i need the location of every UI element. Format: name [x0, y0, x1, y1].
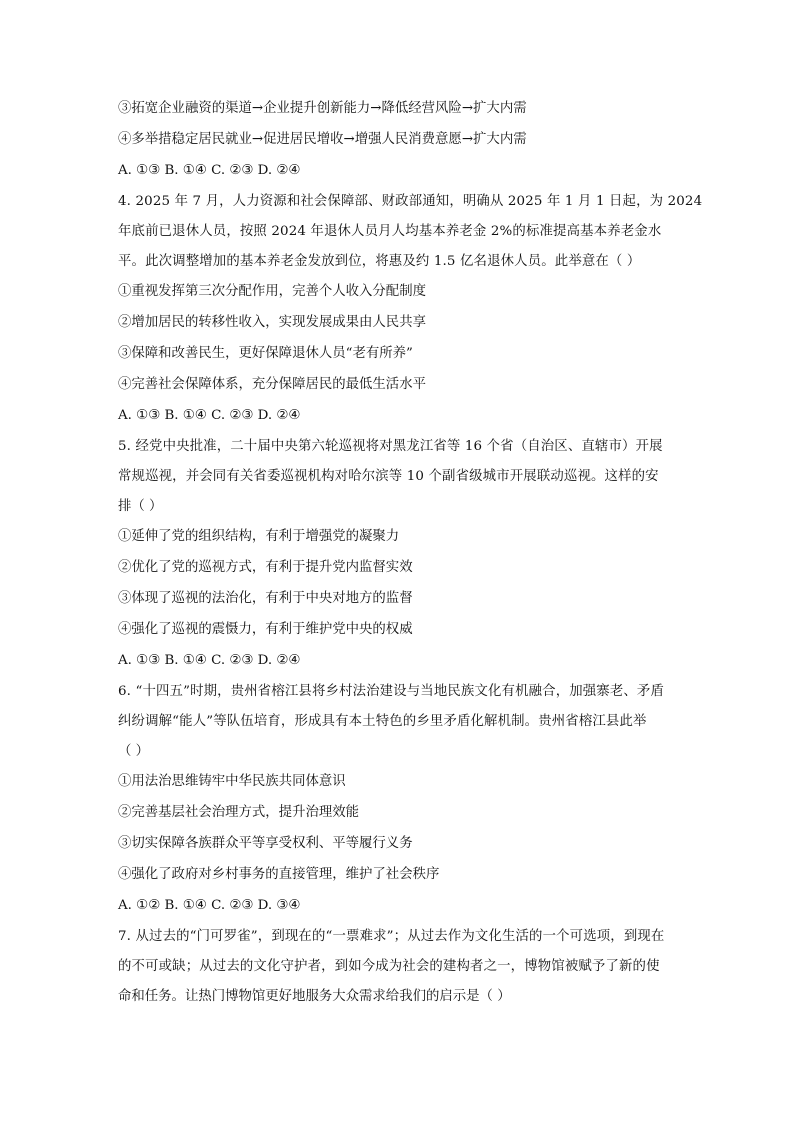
q4-stem-line-2: 年底前已退休人员，按照 2024 年退休人员月人均基本养老金 2%的标准提高基本养老金水 — [118, 224, 662, 239]
q6-stem-line-3: （ ） — [118, 744, 150, 759]
q6-option-4: ④强化了政府对乡村事务的直接管理，维护了社会秩序 — [118, 867, 440, 882]
q7-stem-line-1: 7. 从过去的“门可罗雀”，到现在的“一票难求”；从过去作为文化生活的一个可选项，到现在 — [118, 929, 665, 944]
q6-answer-choices: A. ①② B. ①④ C. ②③ D. ③④ — [118, 898, 301, 913]
q5-option-1: ①延伸了党的组织结构，有利于增强党的凝聚力 — [118, 529, 400, 544]
q4-stem — [118, 193, 703, 271]
q5-option-2: ②优化了党的巡视方式，有利于提升党内监督实效 — [118, 560, 413, 575]
q3-option-3: ③拓宽企业融资的渠道→企业提升创新能力→降低经营风险→扩大内需 — [118, 101, 527, 116]
q4-stem-line-3: 平。此次调整增加的基本养老金发放到位，将惠及约 1.5 亿名退休人员。此举意在（ ） — [118, 254, 641, 269]
q6-stem-line-1: 6. “十四五”时期，贵州省榕江县将乡村法治建设与当地民族文化有机融合，加强寨老、矛盾 — [118, 684, 665, 699]
q5-stem-line-1: 5. 经党中央批准，二十届中央第六轮巡视将对黑龙江省等 16 个省（自治区、直辖市）开展 — [118, 439, 663, 454]
q6-option-2: ②完善基层社会治理方式，提升治理效能 — [118, 805, 360, 820]
question-6 — [118, 683, 680, 915]
q4-stem-line-1: 4. 2025 年 7 月，人力资源和社会保障部、财政部通知，明确从 2025 年 1 月 1 日起，为 2024 — [118, 194, 703, 209]
q7-stem — [118, 928, 680, 1006]
question-7 — [118, 928, 680, 1006]
q6-stem-line-2: 纠纷调解“能人”等队伍培育，形成具有本土特色的乡里矛盾化解机制。贵州省榕江县此举 — [118, 714, 647, 729]
q4-option-1: ①重视发挥第三次分配作用，完善个人收入分配制度 — [118, 284, 426, 299]
q4-option-4: ④完善社会保障体系，充分保障居民的最低生活水平 — [118, 377, 426, 392]
q5-stem — [118, 438, 680, 516]
q5-answer-choices: A. ①③ B. ①④ C. ②③ D. ②④ — [118, 653, 301, 668]
question-4 — [118, 193, 703, 425]
q4-option-2: ②增加居民的转移性收入，实现发展成果由人民共享 — [118, 315, 426, 330]
q6-option-1: ①用法治思维铸牢中华民族共同体意识 — [118, 774, 346, 789]
q3-answer-choices: A. ①③ B. ①④ C. ②③ D. ②④ — [118, 163, 301, 178]
q5-stem-line-2: 常规巡视，并会同有关省委巡视机构对哈尔滨等 10 个副省级城市开展联动巡视。这样的安 — [118, 469, 659, 484]
question-5 — [118, 438, 680, 670]
q7-stem-line-3: 命和任务。让热门博物馆更好地服务大众需求给我们的启示是（ ） — [118, 989, 511, 1004]
document-page — [118, 100, 703, 1018]
q5-stem-line-3: 排（ ） — [118, 499, 163, 514]
question-3-tail — [118, 100, 680, 180]
q4-option-3: ③保障和改善民生，更好保障退休人员“老有所养” — [118, 346, 413, 361]
q5-option-3: ③体现了巡视的法治化，有利于中央对地方的监督 — [118, 591, 413, 606]
q7-stem-line-2: 的不可或缺；从过去的文化守护者，到如今成为社会的建构者之一，博物馆被赋予了新的使 — [118, 959, 660, 974]
q5-option-4: ④强化了巡视的震慑力，有利于维护党中央的权威 — [118, 622, 413, 637]
q4-answer-choices: A. ①③ B. ①④ C. ②③ D. ②④ — [118, 408, 301, 423]
q6-stem — [118, 683, 680, 761]
q3-option-4: ④多举措稳定居民就业→促进居民增收→增强人民消费意愿→扩大内需 — [118, 132, 527, 147]
q6-option-3: ③切实保障各族群众平等享受权利、平等履行义务 — [118, 836, 413, 851]
